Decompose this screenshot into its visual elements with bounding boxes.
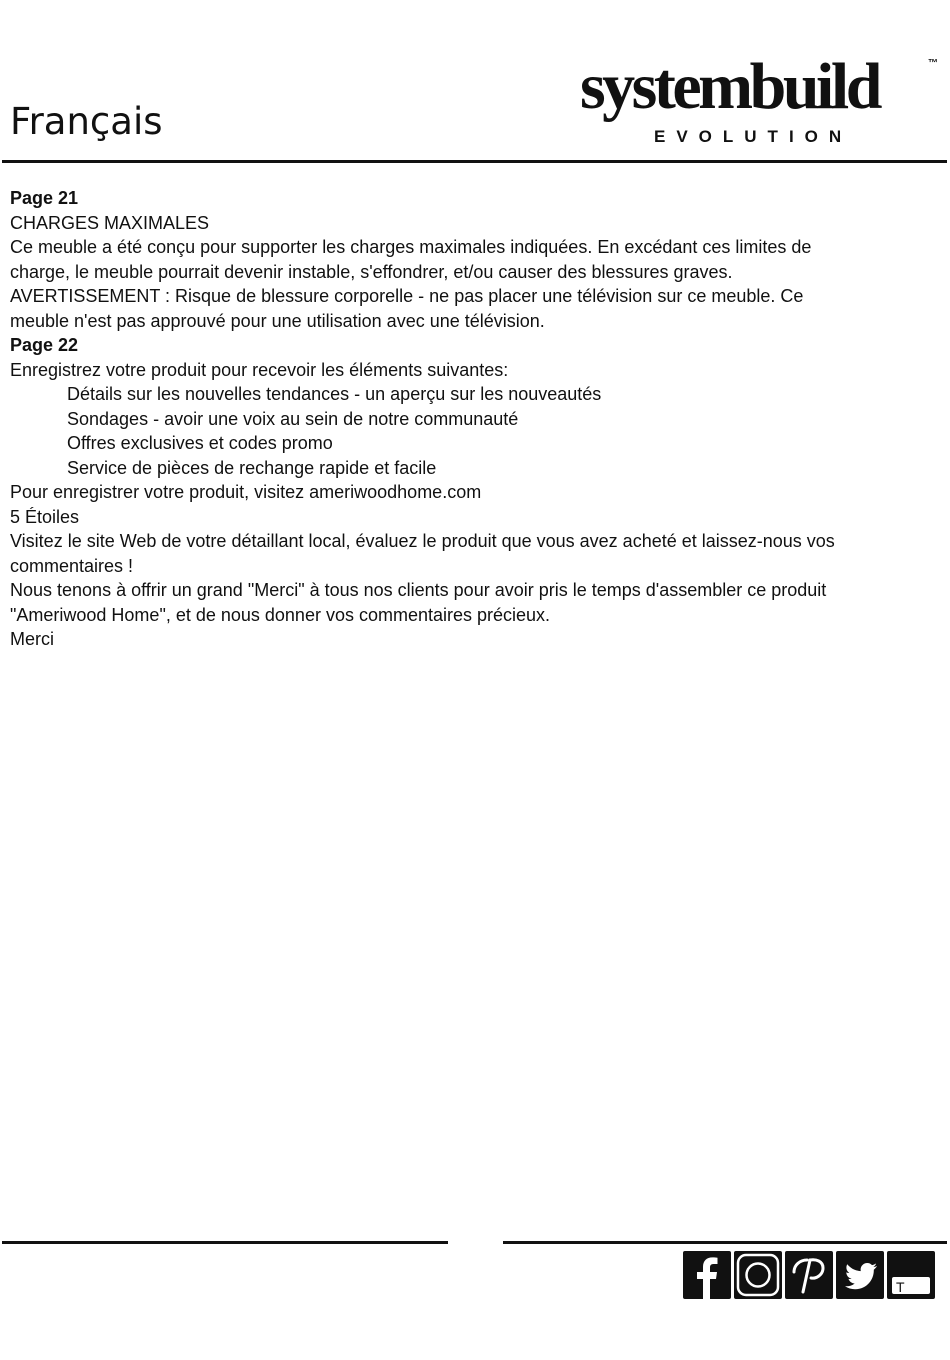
review-text-line-2: commentaires !: [10, 555, 134, 576]
closing-text: Merci: [10, 629, 54, 649]
language-heading: Français: [10, 100, 163, 143]
document-body: [10, 186, 940, 652]
page-22-label: Page 22: [10, 335, 79, 355]
thanks-text-line-2: "Ameriwood Home", et de nous donner vos commentaires précieux.: [10, 604, 551, 625]
max-loads-title: CHARGES MAXIMALES: [10, 212, 210, 233]
facebook-icon[interactable]: [683, 1251, 731, 1299]
instagram-icon[interactable]: [734, 1251, 782, 1299]
benefit-item: Détails sur les nouvelles tendances - un aperçu sur les nouveautés: [67, 384, 602, 404]
register-url-line: Pour enregistrer votre produit, visitez ameriwoodhome.com: [10, 482, 482, 502]
systembuild-evolution-logo: [580, 50, 942, 154]
trademark-mark: ™: [928, 58, 938, 69]
benefit-item: Service de pièces de rechange rapide et facile: [67, 457, 437, 478]
footer-divider-left: [2, 1241, 448, 1244]
brand-name: systembuild: [580, 50, 879, 123]
thanks-text-line-1: Nous tenons à offrir un grand "Merci" à tous nos clients pour avoir pris le temps d'assembler ce produit: [10, 580, 827, 600]
tumblr-letter: T: [896, 1279, 905, 1295]
footer-divider-right: [503, 1241, 947, 1244]
stars-title: 5 Étoiles: [10, 506, 80, 527]
brand-subtitle: EVOLUTION: [654, 127, 853, 146]
header-divider: [2, 160, 947, 163]
register-intro: Enregistrez votre produit pour recevoir les éléments suivantes:: [10, 359, 509, 380]
pinterest-icon[interactable]: [785, 1251, 833, 1299]
benefit-item: Offres exclusives et codes promo: [67, 433, 333, 453]
page-21-label: Page 21: [10, 188, 79, 208]
max-loads-text-line-2: charge, le meuble pourrait devenir instable, s'effondrer, et/ou causer des blessures graves.: [10, 261, 733, 282]
social-icons: [683, 1251, 935, 1301]
warning-text-line-2: meuble n'est pas approuvé pour une utilisation avec une télévision.: [10, 310, 545, 331]
benefit-item: Sondages - avoir une voix au sein de notre communauté: [67, 408, 519, 429]
review-text-line-1: Visitez le site Web de votre détaillant local, évaluez le produit que vous avez acheté et laissez-nous vos: [10, 531, 835, 551]
tumblr-icon[interactable]: [887, 1251, 935, 1299]
warning-text-line-1: AVERTISSEMENT : Risque de blessure corporelle - ne pas placer une télévision sur ce meuble. Ce: [10, 286, 804, 306]
max-loads-text-line-1: Ce meuble a été conçu pour supporter les charges maximales indiquées. En excédant ces limites de: [10, 237, 812, 257]
twitter-icon[interactable]: [836, 1251, 884, 1299]
